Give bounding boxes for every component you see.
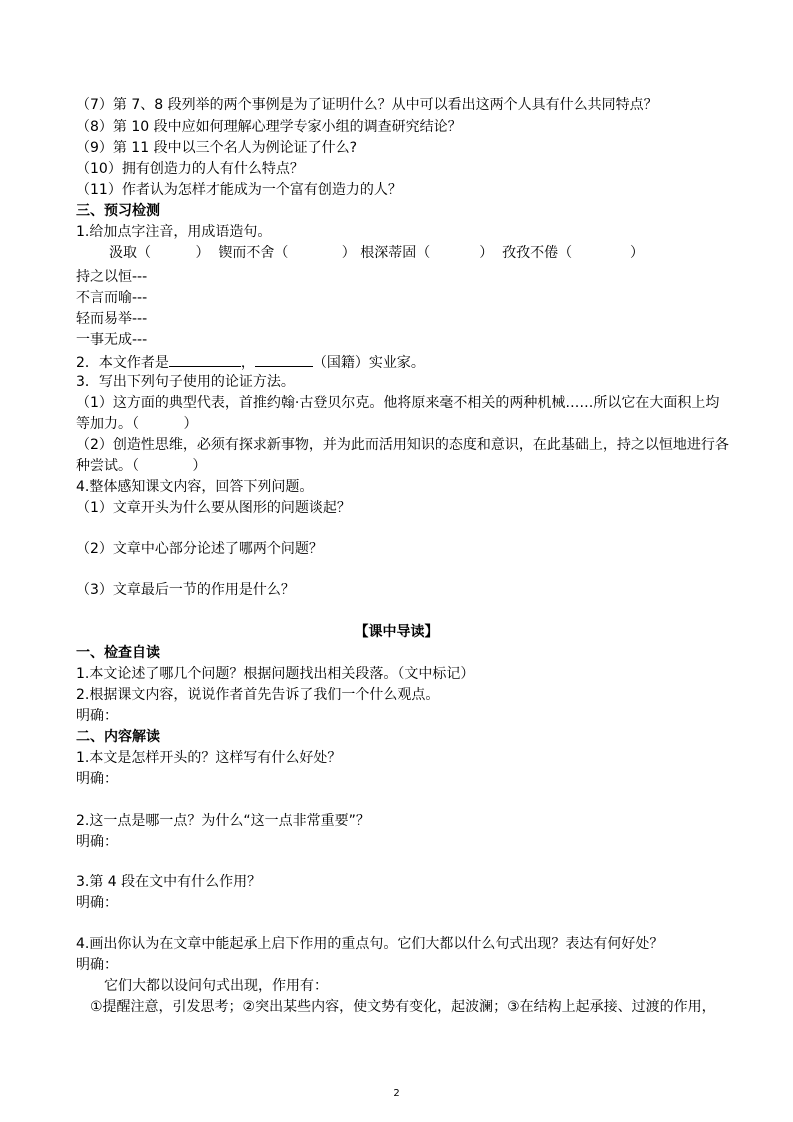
- answer-label: 明确：: [76, 834, 118, 850]
- content-q3: 3.第 4 段在文中有什么作用？: [76, 874, 262, 890]
- prev-question-10: （10）拥有创造力的人有什么特点？: [76, 161, 304, 177]
- q2-suffix: （国籍）实业家。: [312, 355, 425, 371]
- prev-question-11: （11）作者认为怎样才能成为一个富有创造力的人？: [76, 182, 402, 198]
- prev-question-8: （8）第 10 段中应如何理解心理学专家小组的调查研究结论？: [76, 119, 462, 135]
- preview-q1: 1.给加点字注音，用成语造句。: [76, 224, 272, 240]
- check-heading: 一、检查自读: [76, 645, 160, 661]
- prev-question-7: （7）第 7、8 段列举的两个事例是为了证明什么？从中可以看出这两个人具有什么共同特点？: [76, 97, 658, 113]
- q3-sentence2-line1: （2）创造性思维，必须有探求新事物，并为此而活用知识的态度和意识，在此基础上，持之以恒地进行各: [76, 437, 729, 453]
- answer-detail-2: ①提醒注意，引发思考；②突出某些内容，使文势有变化，起波澜；③在结构上起承接、过渡的作用，: [90, 999, 716, 1015]
- q2-middle: ，: [240, 355, 255, 371]
- guide-title: 【课中导读】: [354, 624, 439, 640]
- q4-sub-1: （1）文章开头为什么要从图形的问题谈起？: [76, 500, 351, 516]
- q4-sub-2: （2）文章中心部分论述了哪两个问题？: [76, 541, 323, 557]
- preview-q3: 3．写出下列句子使用的论证方法。: [76, 374, 295, 390]
- check-q1: 1.本文论述了哪几个问题？根据问题找出相关段落。（文中标记）: [76, 666, 475, 682]
- answer-label: 明确：: [76, 957, 118, 973]
- nationality-blank[interactable]: [255, 351, 313, 367]
- content-heading: 二、内容解读: [76, 729, 160, 745]
- q3-sentence1-line1: （1）这方面的典型代表，首推约翰·古登贝尔克。他将原来毫不相关的两种机械……所以它在大面积上均: [76, 395, 720, 411]
- content-q1: 1.本文是怎样开头的？这样写有什么好处？: [76, 750, 342, 766]
- q2-prefix: 2．本文作者是: [76, 355, 169, 371]
- content-q2: 2.这一点是哪一点？为什么“这一点非常重要”？: [76, 813, 370, 829]
- answer-label: 明确：: [76, 895, 118, 911]
- answer-label: 明确：: [76, 771, 118, 787]
- answer-label: 明确：: [76, 708, 118, 724]
- pinyin-row: 汲取（ ） 锲而不舍（ ） 根深蒂固（ ） 孜孜不倦（ ）: [109, 245, 644, 261]
- page-number: 2: [393, 1088, 400, 1099]
- q4-sub-3: （3）文章最后一节的作用是什么？: [76, 582, 295, 598]
- idiom-1: 持之以恒---: [76, 269, 148, 285]
- idiom-2: 不言而喻---: [76, 290, 148, 306]
- preview-heading: 三、预习检测: [76, 203, 160, 219]
- preview-q2: [76, 351, 425, 372]
- content-q4: 4.画出你认为在文章中能起承上启下作用的重点句。它们大都以什么句式出现？表达有何好处？: [76, 936, 664, 952]
- idiom-4: 一事无成---: [76, 332, 148, 348]
- prev-question-9: （9）第 11 段中以三个名人为例论证了什么?: [76, 140, 358, 156]
- idiom-3: 轻而易举---: [76, 311, 148, 327]
- q3-sentence2-line2: 种尝试。（ ）: [76, 458, 207, 474]
- check-q2: 2.根据课文内容，说说作者首先告诉了我们一个什么观点。: [76, 687, 440, 703]
- author-blank[interactable]: [169, 351, 241, 367]
- preview-q4: 4.整体感知课文内容，回答下列问题。: [76, 479, 314, 495]
- q3-sentence1-line2: 等加力。（ ）: [76, 416, 198, 432]
- answer-detail-1: 它们大都以设问句式出现，作用有：: [104, 978, 328, 994]
